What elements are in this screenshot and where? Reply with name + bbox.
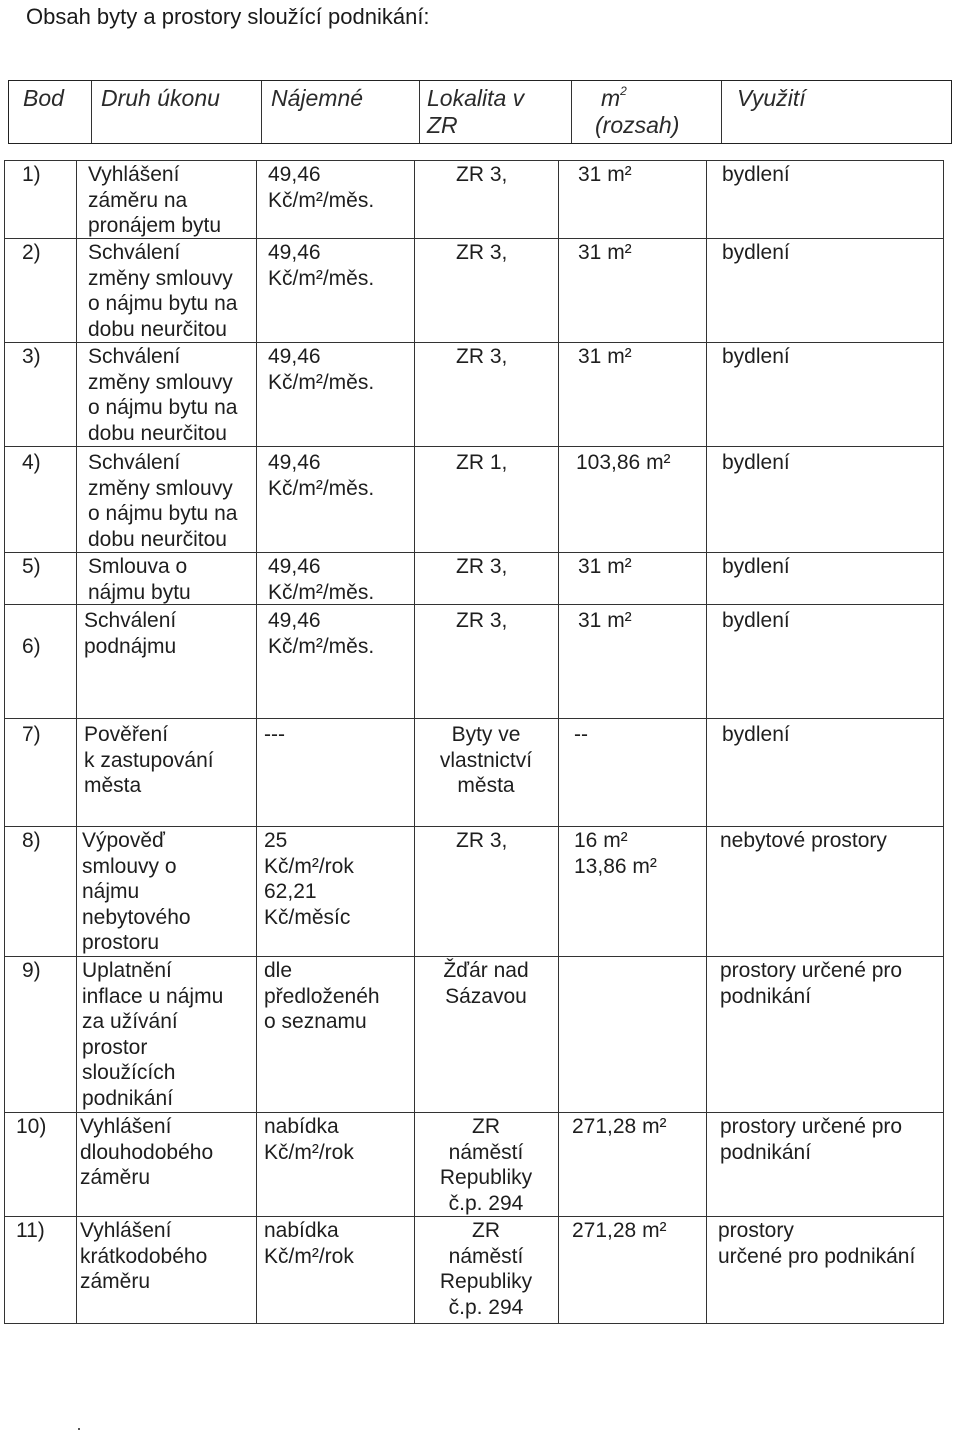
cell-vyuziti: bydlení <box>722 609 790 632</box>
cell-bod: 8) <box>22 829 41 852</box>
cell-druh: Uplatnění inflace u nájmu za užívání prostor sloužících podnikání <box>82 959 224 1110</box>
cell-vyuziti: nebytové prostory <box>720 829 887 852</box>
row-divider <box>4 342 944 343</box>
cell-rozsah: 31 m² <box>578 241 632 264</box>
cell-najemne: nabídka Kč/m²/rok <box>264 1115 354 1164</box>
cell-lokalita: Žďár nad Sázavou <box>443 959 529 1008</box>
cell-bod: 4) <box>22 451 41 474</box>
cell-rozsah: 31 m² <box>578 163 632 186</box>
cell-druh: Pověření k zastupování města <box>84 723 214 797</box>
cell-najemne: 49,46 Kč/m²/měs. <box>268 163 375 212</box>
cell-rozsah: 103,86 m² <box>576 451 671 474</box>
cell-lokalita: Byty ve vlastnictví města <box>439 723 533 797</box>
header-divider <box>419 81 420 143</box>
cell-vyuziti: prostory určené pro podnikání <box>720 959 903 1008</box>
cell-rozsah: 31 m² <box>578 609 632 632</box>
header-m2-rozsah: $m^2$ (rozsah) <box>595 84 680 138</box>
cell-vyuziti: bydlení <box>722 723 790 746</box>
cell-vyuziti: bydlení <box>722 451 790 474</box>
cell-najemne: nabídka Kč/m²/rok <box>264 1219 354 1268</box>
row-divider <box>4 718 944 719</box>
column-divider <box>256 160 257 1324</box>
cell-lokalita: ZR 3, <box>456 345 508 368</box>
cell-druh: Schválení změny smlouvy o nájmu bytu na dobu neurčitou <box>88 451 238 551</box>
cell-bod: 2) <box>22 241 41 264</box>
cell-bod: 6) <box>22 635 41 658</box>
cell-lokalita: ZR 3, <box>456 163 508 186</box>
cell-druh: Vyhlášení krátkodobého záměru <box>80 1219 208 1293</box>
cell-lokalita: ZR náměstí Republiky č.p. 294 <box>439 1219 533 1319</box>
row-divider <box>4 1216 944 1217</box>
cell-najemne: 49,46 Kč/m²/měs. <box>268 345 375 394</box>
cell-vyuziti: prostory určené pro podnikání <box>718 1219 916 1268</box>
cell-bod: 10) <box>16 1115 47 1138</box>
cell-lokalita: ZR 1, <box>456 451 508 474</box>
column-divider <box>558 160 559 1324</box>
cell-najemne: 49,46 Kč/m²/měs. <box>268 609 375 658</box>
cell-druh: Schválení podnájmu <box>84 609 177 658</box>
cell-vyuziti: prostory určené pro podnikání <box>720 1115 903 1164</box>
header-bod: Bod <box>23 85 64 111</box>
row-divider <box>4 956 944 957</box>
cell-najemne: --- <box>264 723 285 746</box>
cell-druh: Vyhlášení záměru na pronájem bytu <box>88 163 222 237</box>
row-divider <box>4 826 944 827</box>
row-divider <box>4 1112 944 1113</box>
cell-bod: 9) <box>22 959 41 982</box>
cell-najemne: 25 Kč/m²/rok 62,21 Kč/měsíc <box>264 829 354 929</box>
cell-vyuziti: bydlení <box>722 163 790 186</box>
header-divider <box>721 81 722 143</box>
cell-vyuziti: bydlení <box>722 555 790 578</box>
cell-druh: Smlouva o nájmu bytu <box>88 555 191 604</box>
cell-rozsah: -- <box>574 723 588 746</box>
cell-bod: 1) <box>22 163 41 186</box>
cell-najemne: dle předloženéh o seznamu <box>264 959 380 1033</box>
column-divider <box>706 160 707 1324</box>
cell-najemne: 49,46 Kč/m²/měs. <box>268 241 375 290</box>
stray-mark <box>78 1428 80 1430</box>
row-divider <box>4 446 944 447</box>
cell-rozsah: 31 m² <box>578 555 632 578</box>
header-lokalita: Lokalita v ZR <box>427 85 525 138</box>
header-divider <box>571 81 572 143</box>
cell-lokalita: ZR 3, <box>456 241 508 264</box>
cell-vyuziti: bydlení <box>722 241 790 264</box>
cell-bod: 5) <box>22 555 41 578</box>
header-druh-ukonu: Druh úkonu <box>101 85 220 111</box>
cell-lokalita: ZR 3, <box>456 609 508 632</box>
cell-lokalita: ZR náměstí Republiky č.p. 294 <box>439 1115 533 1215</box>
page-title: Obsah byty a prostory sloužící podnikání: <box>26 4 430 29</box>
cell-rozsah: 31 m² <box>578 345 632 368</box>
cell-vyuziti: bydlení <box>722 345 790 368</box>
table-header <box>8 80 952 144</box>
cell-najemne: 49,46 Kč/m²/měs. <box>268 555 375 604</box>
cell-rozsah: 16 m² 13,86 m² <box>574 829 657 878</box>
header-vyuziti: Využití <box>737 85 806 111</box>
header-divider <box>261 81 262 143</box>
cell-lokalita: ZR 3, <box>456 555 508 578</box>
column-divider <box>76 160 77 1324</box>
cell-najemne: 49,46 Kč/m²/měs. <box>268 451 375 500</box>
row-divider <box>4 552 944 553</box>
cell-bod: 7) <box>22 723 41 746</box>
cell-lokalita: ZR 3, <box>456 829 508 852</box>
header-najemne: Nájemné <box>271 85 364 111</box>
cell-rozsah: 271,28 m² <box>572 1115 667 1138</box>
cell-druh: Schválení změny smlouvy o nájmu bytu na dobu neurčitou <box>88 241 238 341</box>
cell-bod: 11) <box>16 1219 45 1242</box>
cell-druh: Vyhlášení dlouhodobého záměru <box>80 1115 214 1189</box>
cell-rozsah: 271,28 m² <box>572 1219 667 1242</box>
cell-bod: 3) <box>22 345 41 368</box>
cell-druh: Výpověď smlouvy o nájmu nebytového prostoru <box>82 829 191 954</box>
cell-druh: Schválení změny smlouvy o nájmu bytu na dobu neurčitou <box>88 345 238 445</box>
header-divider <box>91 81 92 143</box>
